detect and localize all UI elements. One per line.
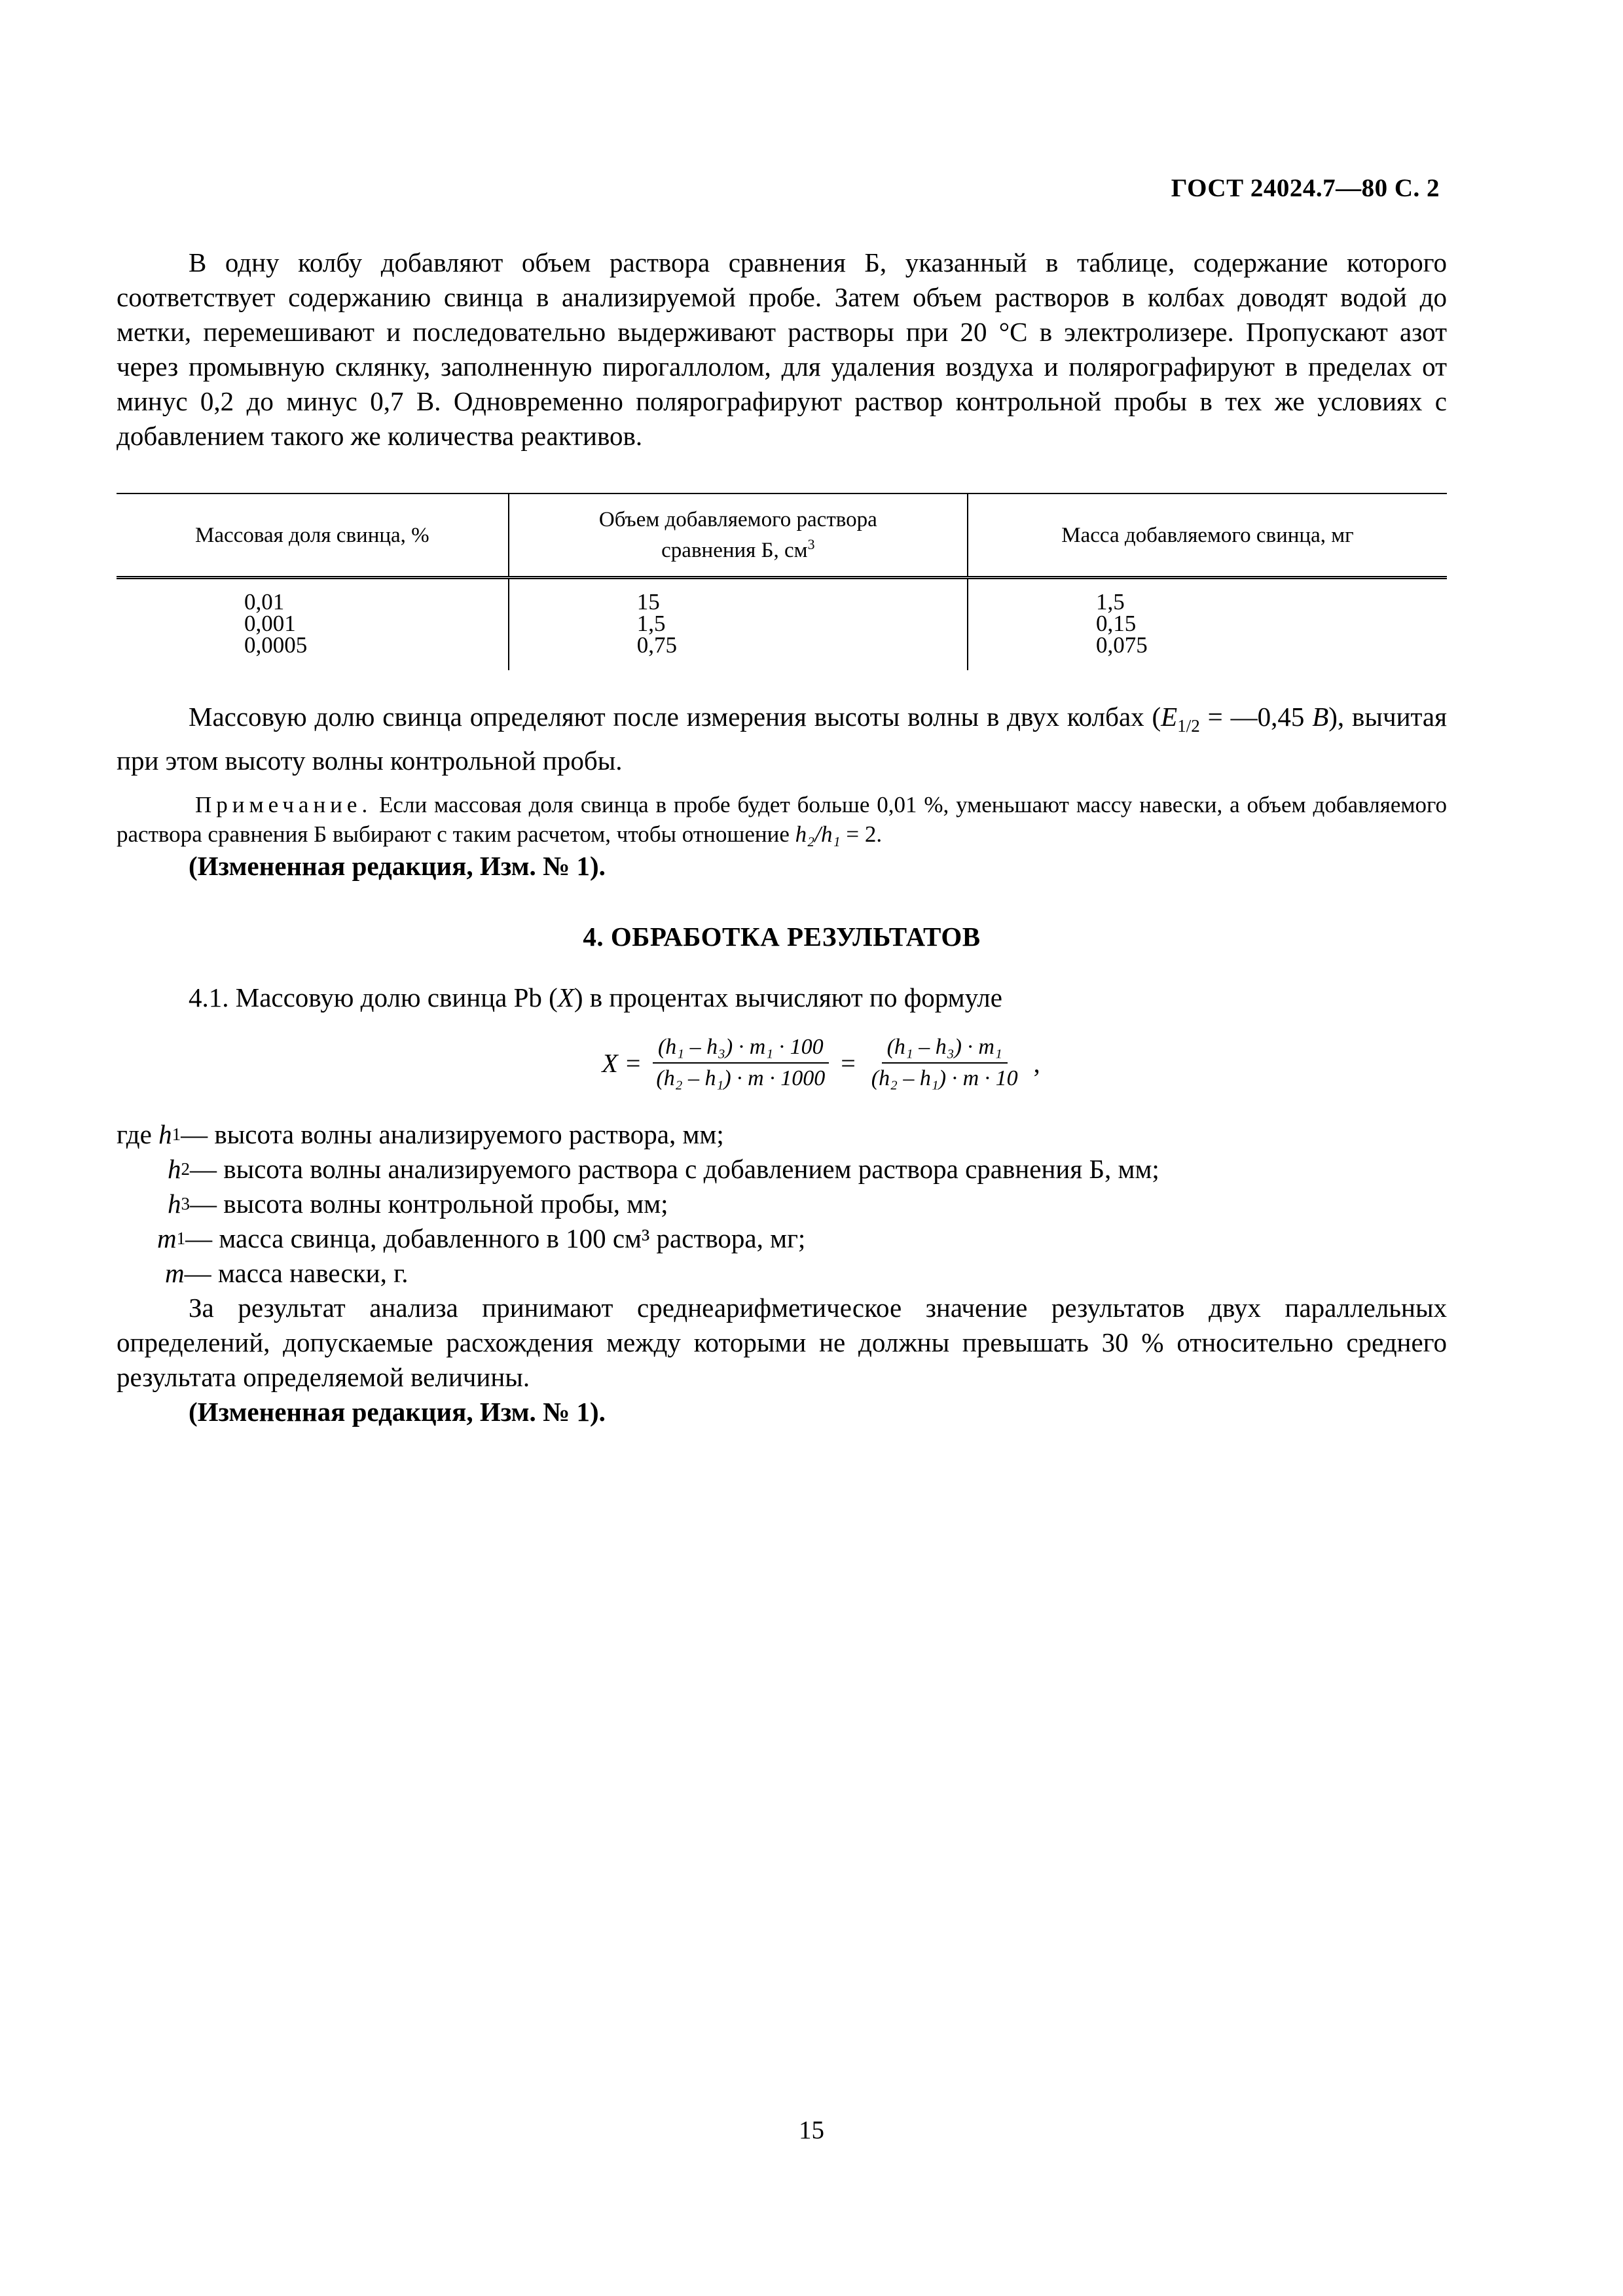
clause-4-1: 4.1. Массовую долю свинца Pb (X) в процентах вычисляют по формуле <box>189 982 1002 1013</box>
edition-note: (Измененная редакция, Изм. № 1). <box>189 1397 606 1427</box>
table-column-mass-fraction <box>117 578 509 671</box>
document-header: ГОСТ 24024.7—80 С. 2 <box>1171 174 1440 202</box>
table-cell: 0,075 <box>1095 632 1148 658</box>
table-row <box>117 578 1447 671</box>
fraction-numerator: (h₁ – h₃) · m₁ <box>882 1035 1008 1064</box>
page-content <box>117 245 1447 1429</box>
fraction <box>866 1035 1023 1091</box>
table-column-lead-mass <box>968 578 1447 671</box>
table-cell: 0,75 <box>636 632 677 658</box>
page-number: 15 <box>799 2116 824 2144</box>
table-header-lead-mass: Масса добавляемого свинца, мг <box>968 493 1447 578</box>
formula <box>195 1035 1447 1091</box>
formula-tail: , <box>1033 1048 1040 1078</box>
table-cell: 0,01 <box>244 589 285 615</box>
note-label: Примечание. <box>195 792 373 818</box>
table-cell: 0,0005 <box>244 632 308 658</box>
table-cell: 15 <box>636 589 660 615</box>
table-cell: 1,5 <box>636 611 666 636</box>
table-header-volume: Объем добавляемого раствора сравнения Б, $см^3$ <box>509 493 968 578</box>
fraction-denominator: (h₂ – h₁) · m · 1000 <box>656 1066 826 1091</box>
intro-paragraph: В одну колбу добавляют объем раствора сравнения Б, указанный в таблице, содержание которого соответствует содержанию свинца в анализируемой пробе. Затем объем растворов в колбах доводят водой до метки, перемешивают и последовательно выдерживают растворы при 20 °С в электролизере. Пропускают азот через промывную склянку, заполненную пирогаллолом, для удаления воздуха и полярографируют в пределах от минус 0,2 до минус 0,7 В. Одновременно полярографируют раствор контрольной пробы в тех же условиях с добавлением такого же количества реактивов. <box>117 247 1447 451</box>
table-cell: 0,001 <box>244 611 296 636</box>
fraction <box>651 1035 830 1091</box>
definition-item: h 3 — высота волны контрольной пробы, мм; <box>168 1189 668 1219</box>
definition-item: m — масса навески, г. <box>165 1258 409 1289</box>
edition-note: (Измененная редакция, Изм. № 1). <box>189 851 606 882</box>
equals-sign: = <box>625 1048 641 1078</box>
definition-item: h 2 — высота волны анализируемого раствора с добавлением раствора сравнения Б, мм; <box>168 1154 1159 1185</box>
table-cell: 0,15 <box>1095 611 1137 636</box>
section-title: 4. ОБРАБОТКА РЕЗУЛЬТАТОВ <box>583 922 981 952</box>
table-cell: 1,5 <box>1095 589 1125 615</box>
definition-item: где h 1 — высота волны анализируемого раствора, мм; <box>117 1119 724 1150</box>
fraction-numerator: (h₁ – h₃) · m₁ · 100 <box>653 1035 829 1064</box>
measurement-paragraph: Массовую долю свинца определяют после измерения высоты волны в двух колбах ($E_{1/2}$ = —0,45 B), вычитая при этом высоту волны контрольной пробы. <box>117 702 1447 776</box>
fraction-denominator: (h₂ – h₁) · m · 10 <box>871 1066 1018 1091</box>
definition-item: m 1 — масса свинца, добавленного в 100 см³ раствора, мг; <box>157 1223 806 1254</box>
equals-sign: = <box>841 1048 856 1078</box>
formula-lhs: X <box>602 1048 618 1078</box>
lead-addition-table <box>117 493 1447 670</box>
result-paragraph: За результат анализа принимают среднеарифметическое значение результатов двух параллельных определений, допускаемые расхождения между которыми не должны превышать 30 % относительно среднего результата определяемой величины. <box>117 1293 1447 1393</box>
table-header-mass-fraction: Массовая доля свинца, % <box>117 493 509 578</box>
note-paragraph: Примечание. Если массовая доля свинца в пробе будет больше 0,01 %, уменьшают массу навески, а объем добавляемого раствора сравнения Б выбирают с таким расчетом, чтобы отношение h₂/h₁ = 2. <box>117 792 1447 848</box>
table-column-volume <box>509 578 968 671</box>
definitions-list <box>117 1117 1447 1291</box>
